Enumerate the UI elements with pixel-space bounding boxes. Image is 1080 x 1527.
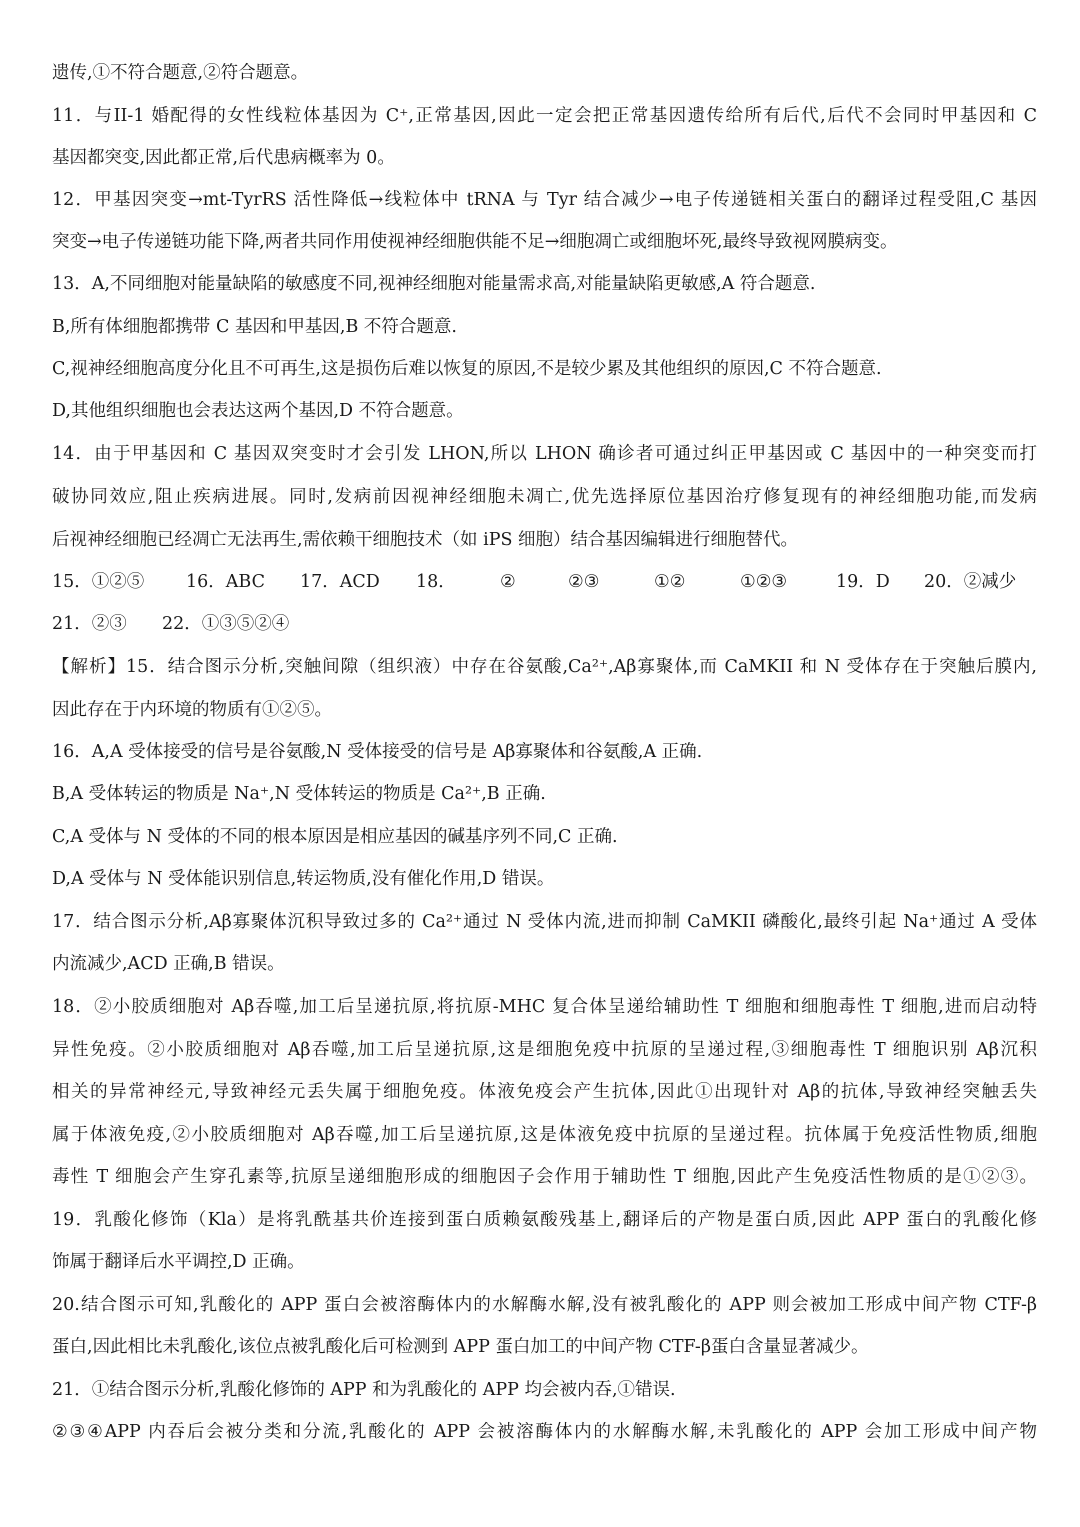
answer-18-blank-3: ①② [654, 572, 686, 592]
text-line: 后视神经细胞已经凋亡无法再生,需依赖干细胞技术（如 iPS 细胞）结合基因编辑进行细胞替代。 [52, 530, 799, 550]
text-line: 16．A,A 受体接受的信号是谷氨酸,N 受体接受的信号是 Aβ寡聚体和谷氨酸,A 正确. [52, 742, 703, 762]
text-line: 19．乳酸化修饰（Kla）是将乳酰基共价连接到蛋白质赖氨酸残基上,翻译后的产物是蛋白质,因此 APP 蛋白的乳酸化修 [52, 1210, 1037, 1230]
text-line: D,A 受体与 N 受体能识别信息,转运物质,没有催化作用,D 错误。 [52, 869, 555, 889]
answer-17: 17．ACD [300, 572, 380, 592]
text-line: 破协同效应,阻止疾病进展。同时,发病前因视神经细胞未凋亡,优先选择原位基因治疗修复现有的神经细胞功能,而发病 [52, 487, 1037, 507]
text-line: B,A 受体转运的物质是 Na⁺,N 受体转运的物质是 Ca²⁺,B 正确. [52, 784, 546, 804]
text-line: 12．甲基因突变→mt-TyrRS 活性降低→线粒体中 tRNA 与 Tyr 结合减少→电子传递链相关蛋白的翻译过程受阻,C 基因 [52, 190, 1037, 210]
answer-15: 15．①②⑤ [52, 572, 145, 592]
text-line: 因此存在于内环境的物质有①②⑤。 [52, 700, 332, 720]
answer-18-blank-4: ①②③ [740, 572, 788, 592]
answer-16: 16．ABC [186, 572, 265, 592]
text-line: 11．与II-1 婚配得的女性线粒体基因为 C⁺,正常基因,因此一定会把正常基因遗传给所有后代,后代不会同时甲基因和 C [52, 106, 1037, 126]
text-line: C,视神经细胞高度分化且不可再生,这是损伤后难以恢复的原因,不是较少累及其他组织的原因,C 不符合题意. [52, 359, 882, 379]
answer-row [52, 611, 1037, 637]
text-line: 17．结合图示分析,Aβ寡聚体沉积导致过多的 Ca²⁺通过 N 受体内流,进而抑制 CaMKII 磷酸化,最终引起 Na⁺通过 A 受体 [52, 912, 1037, 932]
answer-19: 19．D [836, 572, 890, 592]
answer-18-blank-2: ②③ [568, 572, 600, 592]
text-line: 20.结合图示可知,乳酸化的 APP 蛋白会被溶酶体内的水解酶水解,没有被乳酸化的 APP 则会被加工形成中间产物 CTF-β [52, 1295, 1037, 1315]
answer-18-blank-1: ② [500, 572, 516, 592]
text-line: 18．②小胶质细胞对 Aβ吞噬,加工后呈递抗原,将抗原-MHC 复合体呈递给辅助性 T 细胞和细胞毒性 T 细胞,进而启动特 [52, 997, 1037, 1017]
text-line: 基因都突变,因此都正常,后代患病概率为 0。 [52, 148, 395, 168]
text-line: ②③④APP 内吞后会被分类和分流,乳酸化的 APP 会被溶酶体内的水解酶水解,未乳酸化的 APP 会加工形成中间产物 [52, 1422, 1037, 1442]
text-line: 14．由于甲基因和 C 基因双突变时才会引发 LHON,所以 LHON 确诊者可通过纠正甲基因或 C 基因中的一种突变而打 [52, 444, 1037, 464]
text-line: 突变→电子传递链功能下降,两者共同作用使视神经细胞供能不足→细胞凋亡或细胞坏死,最终导致视网膜病变。 [52, 232, 898, 252]
text-line: 毒性 T 细胞会产生穿孔素等,抗原呈递细胞形成的细胞因子会作用于辅助性 T 细胞,因此产生免疫活性物质的是①②③。 [52, 1167, 1037, 1187]
text-line: 【解析】15．结合图示分析,突触间隙（组织液）中存在谷氨酸,Ca²⁺,Aβ寡聚体,而 CaMKII 和 N 受体存在于突触后膜内, [52, 657, 1037, 677]
text-line: 相关的异常神经元,导致神经元丢失属于细胞免疫。体液免疫会产生抗体,因此①出现针对 Aβ的抗体,导致神经突触丢失 [52, 1082, 1037, 1102]
text-line: 13．A,不同细胞对能量缺陷的敏感度不同,视神经细胞对能量需求高,对能量缺陷更敏感,A 符合题意. [52, 274, 816, 294]
answer-18: 18． [416, 572, 456, 592]
text-line: 饰属于翻译后水平调控,D 正确。 [52, 1252, 305, 1272]
answer-21: 21．②③ [52, 614, 127, 634]
text-line: 遗传,①不符合题意,②符合题意。 [52, 63, 309, 83]
answer-20: 20．②减少 [924, 572, 1017, 592]
text-line: 蛋白,因此相比未乳酸化,该位点被乳酸化后可检测到 APP 蛋白加工的中间产物 CTF-β蛋白含量显著减少。 [52, 1337, 869, 1357]
text-line: 异性免疫。②小胶质细胞对 Aβ吞噬,加工后呈递抗原,这是细胞免疫中抗原的呈递过程,③细胞毒性 T 细胞识别 Aβ沉积 [52, 1040, 1037, 1060]
text-line: 属于体液免疫,②小胶质细胞对 Aβ吞噬,加工后呈递抗原,这是体液免疫中抗原的呈递过程。抗体属于免疫活性物质,细胞 [52, 1125, 1037, 1145]
text-line: 内流减少,ACD 正确,B 错误。 [52, 954, 285, 974]
answer-22: 22．①③⑤②④ [162, 614, 290, 634]
text-line: 21．①结合图示分析,乳酸化修饰的 APP 和为乳酸化的 APP 均会被内吞,①错误. [52, 1380, 676, 1400]
text-line: B,所有体细胞都携带 C 基因和甲基因,B 不符合题意. [52, 317, 457, 337]
text-line: D,其他组织细胞也会表达这两个基因,D 不符合题意。 [52, 401, 464, 421]
answer-row [52, 569, 1037, 595]
text-line: C,A 受体与 N 受体的不同的根本原因是相应基因的碱基序列不同,C 正确. [52, 827, 618, 847]
